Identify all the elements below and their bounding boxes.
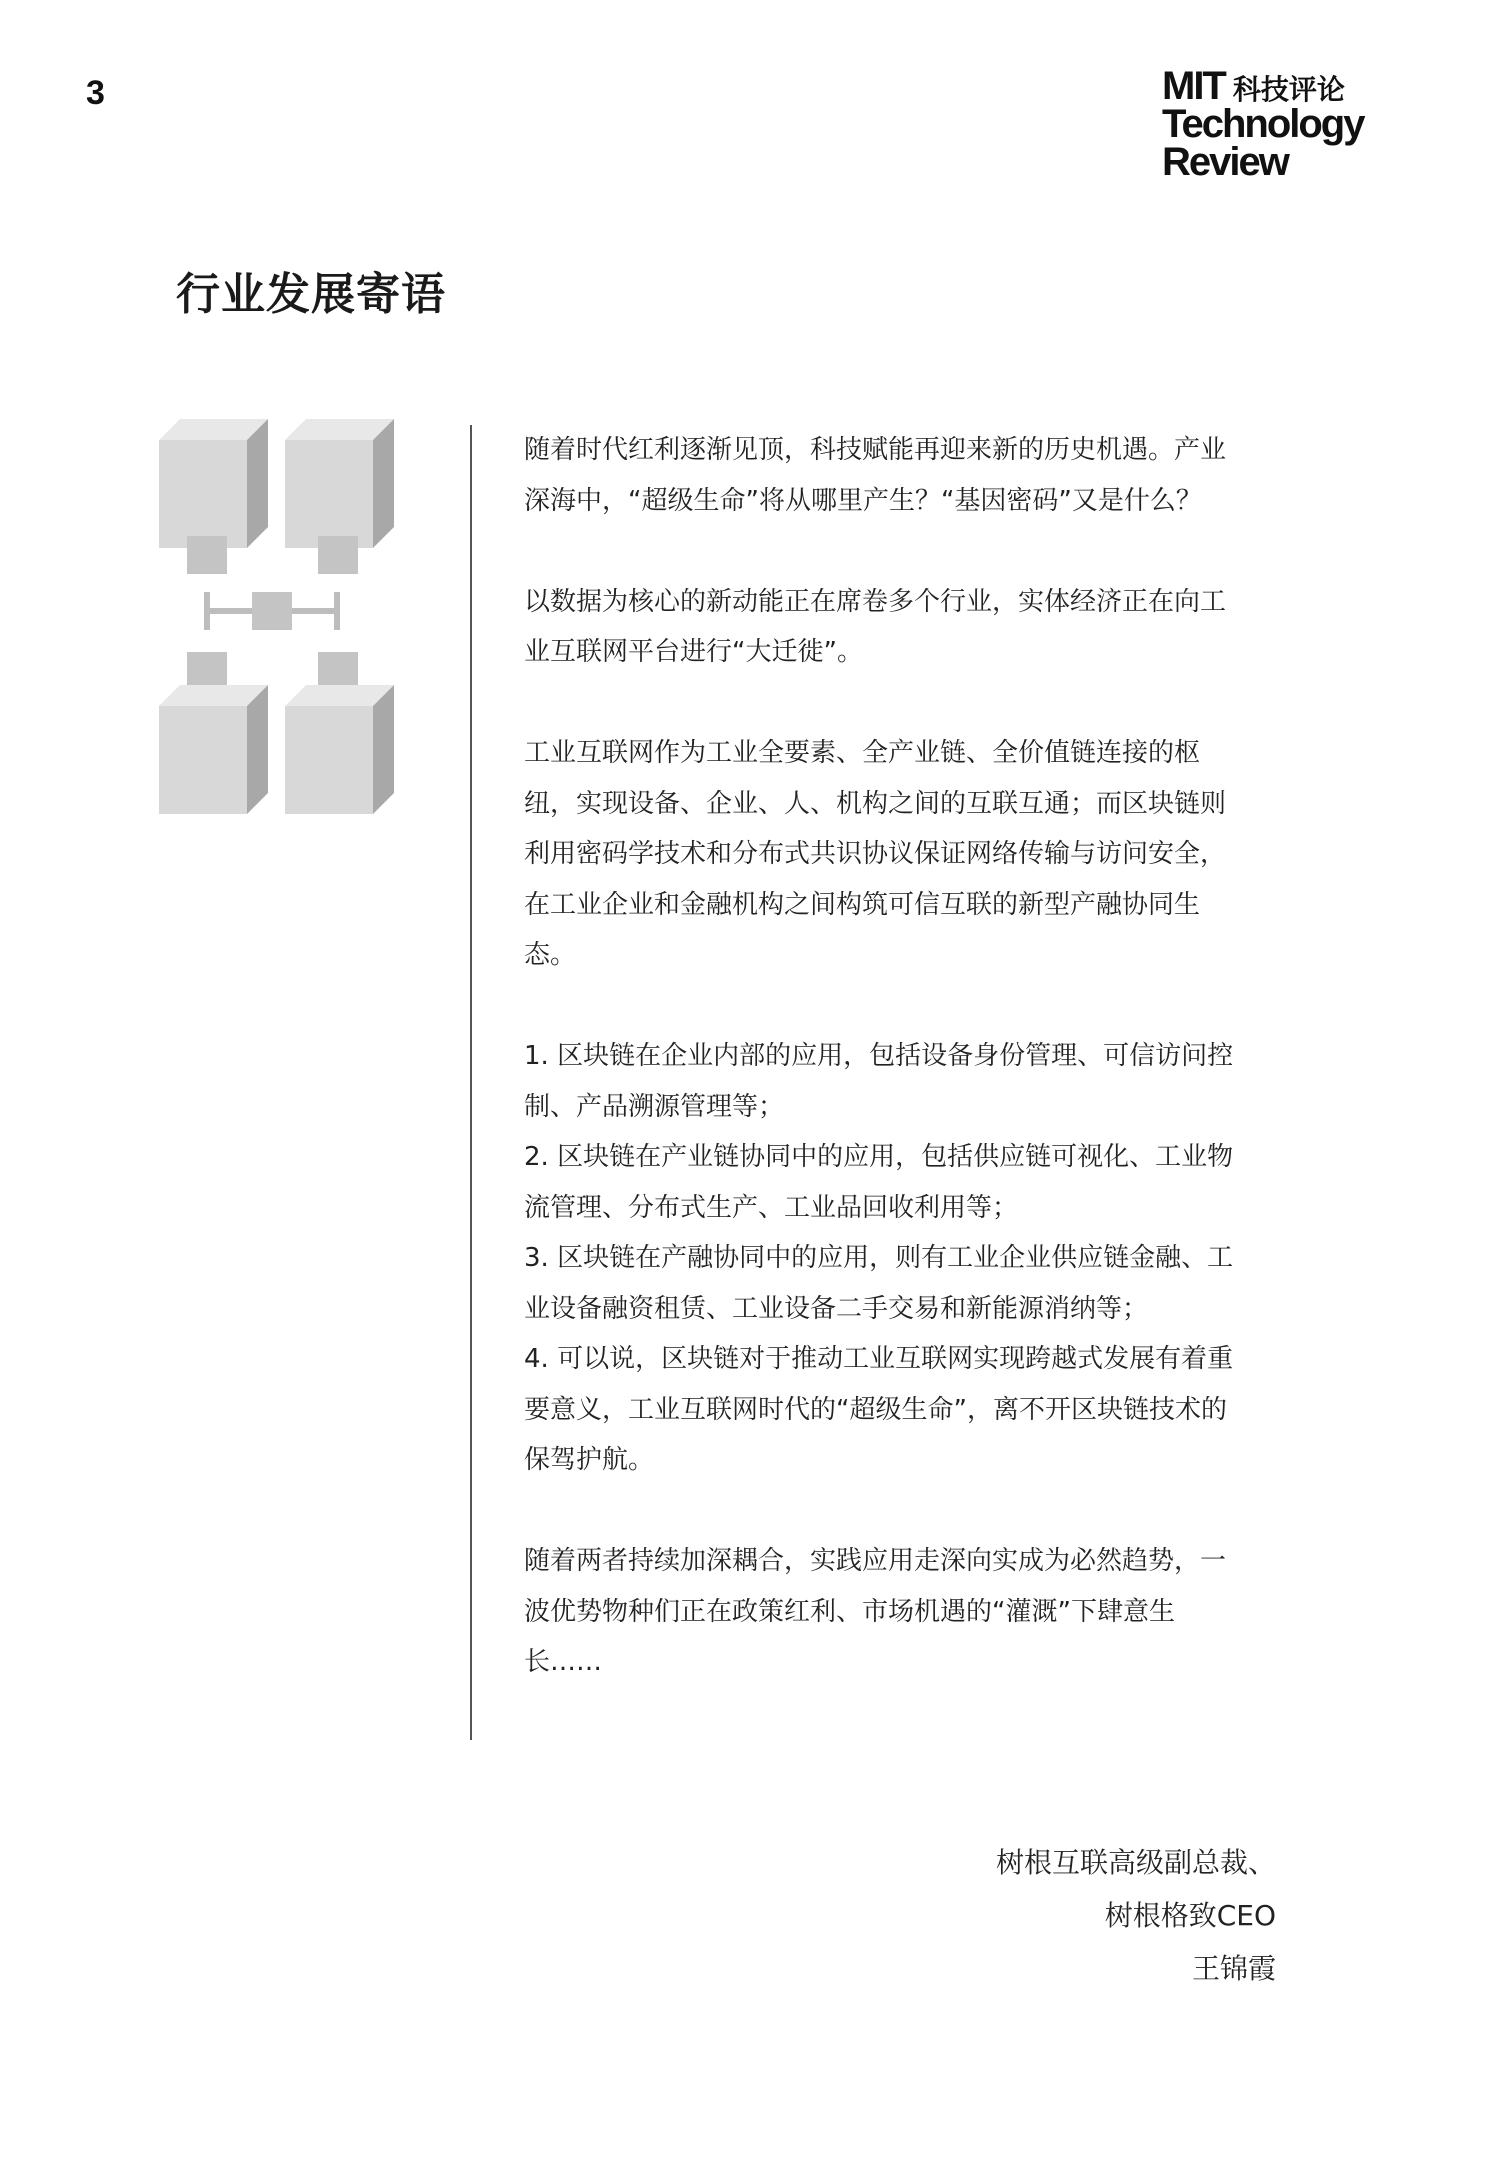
author-title-2: 树根格致CEO xyxy=(1104,1899,1276,1932)
cube-top-right xyxy=(285,419,394,548)
author-signature xyxy=(996,1836,1276,1995)
cube-bottom-right xyxy=(285,685,394,814)
logo-review: Review xyxy=(1162,140,1288,184)
author-title-1: 树根互联高级副总裁、 xyxy=(995,1846,1276,1879)
paragraph-conclusion: 随着两者持续加深耦合，实践应用走深向实成为必然趋势，一波优势物种们正在政策红利、市场机遇的“灌溉”下肆意生长…… xyxy=(524,1546,1227,1677)
cube-bottom-left xyxy=(159,685,268,814)
list-item: 1. 区块链在企业内部的应用，包括设备身份管理、可信访问控制、产品溯源管理等； xyxy=(524,1041,1234,1122)
paragraph-intro: 随着时代红利逐渐见顶，科技赋能再迎来新的历史机遇。产业深海中，“超级生命”将从哪里产生？“基因密码”又是什么？ xyxy=(524,435,1227,516)
logo-technology: Technology xyxy=(1162,102,1364,146)
vertical-divider xyxy=(470,425,472,1740)
section-title: 行业发展寄语 xyxy=(176,269,446,320)
list-item: 3. 区块链在产融协同中的应用，则有工业企业供应链金融、工业设备融资租赁、工业设备二手交易和新能源消纳等； xyxy=(524,1243,1234,1324)
cube-connectors xyxy=(187,536,358,690)
logo-cn: 科技评论 xyxy=(1232,73,1345,106)
cube-top-left xyxy=(159,419,268,548)
paragraph-industrial-internet: 工业互联网作为工业全要素、全产业链、全价值链连接的枢纽，实现设备、企业、人、机构之间的互联互通；而区块链则利用密码学技术和分布式共识协议保证网络传输与访问安全，在工业企业和金融机构之间构筑可信互联的新型产融协同生态。 xyxy=(524,738,1227,970)
paragraph-data-driven: 以数据为核心的新动能正在席卷多个行业，实体经济正在向工业互联网平台进行“大迁徙”。 xyxy=(524,586,1227,667)
author-name: 王锦霞 xyxy=(1191,1952,1276,1985)
article-body xyxy=(524,425,1244,1738)
logo-mit: MIT xyxy=(1162,64,1225,108)
list-item: 4. 可以说，区块链对于推动工业互联网实现跨越式发展有着重要意义，工业互联网时代的“超级生命”，离不开区块链技术的保驾护航。 xyxy=(524,1344,1234,1475)
page-number: 3 xyxy=(86,74,105,112)
mit-technology-review-logo xyxy=(1162,66,1362,182)
list-item: 2. 区块链在产业链协同中的应用，包括供应链可视化、工业物流管理、分布式生产、工业品回收利用等； xyxy=(524,1142,1234,1223)
blockchain-cubes-illustration xyxy=(156,416,396,816)
